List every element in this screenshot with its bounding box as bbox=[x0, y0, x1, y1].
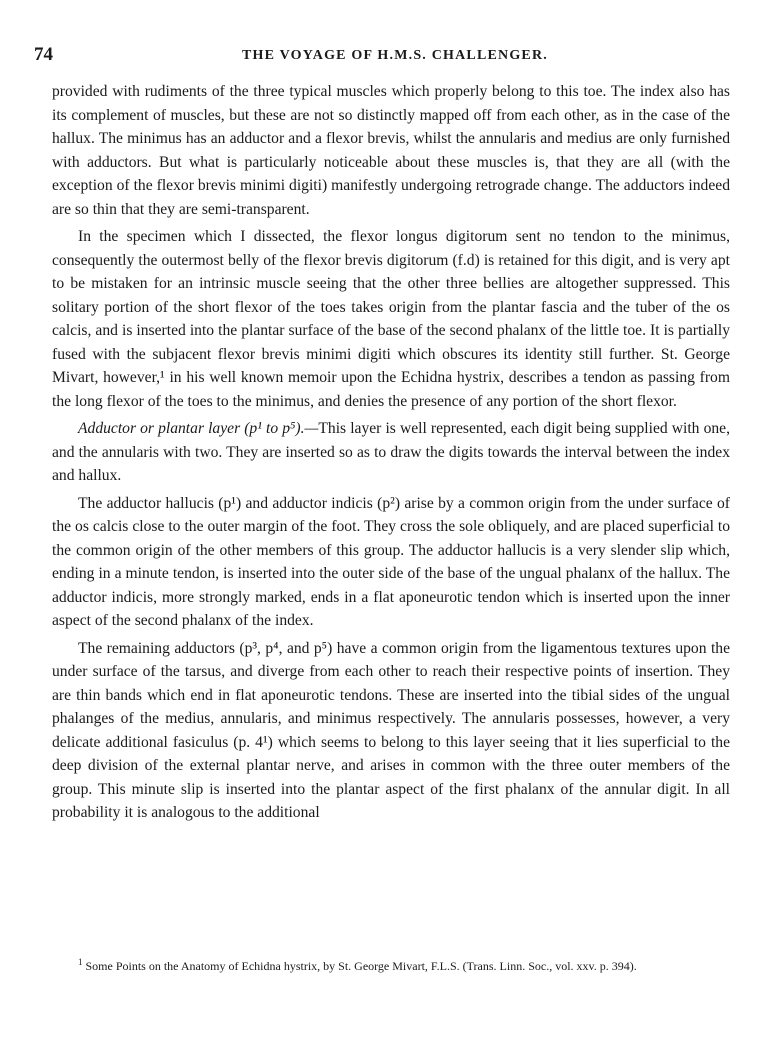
running-title: THE VOYAGE OF H.M.S. CHALLENGER. bbox=[242, 48, 548, 63]
paragraph-4: The adductor hallucis (p¹) and adductor indicis (p²) arise by a common origin from the under surface of the os calcis close to the outer margin of the foot. They cross the sole obliquely, and are placed superficial to the common origin of the other members of this group. The adductor hallucis is a very slender slip which, ending in a minute tendon, is inserted into the outer side of the base of the ungual phalanx of the hallux. The adductor indicis, more strongly marked, ends in a flat aponeurotic tendon which is inserted upon the inner aspect of the second phalanx of the index. bbox=[52, 494, 730, 629]
footnote-text: Some Points on the Anatomy of Echidna hystrix, by St. George Mivart, F.L.S. (Trans. Linn. Soc., vol. xxv. p. 394). bbox=[85, 959, 637, 973]
paragraph-2: In the specimen which I dissected, the flexor longus digitorum sent no tendon to the minimus, consequently the outermost belly of the flexor brevis digitorum (f.d) is retained for this digit, and is very apt to be mistaken for an intrinsic muscle seeing that the other three bellies are altogether suppressed. This solitary portion of the short flexor of the toes takes origin from the plantar fascia and the tuber of the os calcis, and is inserted into the plantar surface of the base of the second phalanx of the little toe. It is partially fused with the subjacent flexor brevis minimi digiti which obscures its identity still further. St. George Mivart, however,¹ in his well known memoir upon the Echidna hystrix, describes a tendon as passing from the long flexor of the toes to the minimus, and denies the presence of any portion of the short flexor. bbox=[52, 228, 730, 410]
footnotes bbox=[52, 954, 730, 975]
paragraph-3 bbox=[52, 417, 730, 488]
page-body bbox=[52, 80, 730, 825]
section-heading-adductor-layer: Adductor or plantar layer (p¹ to p⁵).— bbox=[78, 420, 319, 437]
footnote-1 bbox=[52, 954, 730, 975]
paragraph-5: The remaining adductors (p³, p⁴, and p⁵) have a common origin from the ligamentous textures upon the under surface of the tarsus, and diverge from each other to reach their respective points of insertion. They are thin bands which end in flat aponeurotic tendons. These are inserted into the tibial sides of the ungual phalanges of the medius, annularis, and minimus respectively. The annularis possesses, however, a very delicate additional fasiculus (p. 4¹) which seems to belong to this layer seeing that it lies superficial to the deep division of the external plantar nerve, and arises in common with the three outer members of the group. This minute slip is inserted into the plantar aspect of the first phalanx of the annular digit. In all probability it is analogous to the additional bbox=[52, 639, 730, 821]
page-number: 74 bbox=[34, 44, 53, 65]
page-header bbox=[34, 44, 730, 70]
footnote-mark: 1 bbox=[78, 957, 83, 967]
paragraph-3-text: This layer is well represented, each digit being supplied with one, and the annularis with two. They are inserted so as to draw the digits towards the interval between the index and hallux. bbox=[52, 420, 730, 484]
paragraph-1: provided with rudiments of the three typical muscles which properly belong to this toe. The index also has its complement of muscles, but these are not so distinctly mapped off from each other, as in the case of the hallux. The minimus has an adductor and a flexor brevis, whilst the annularis and medius are only furnished with adductors. But what is particularly noticeable about these muscles is, that they are all (with the exception of the flexor brevis minimi digiti) manifestly undergoing retrograde change. The adductors indeed are so thin that they are semi-transparent. bbox=[52, 83, 730, 218]
